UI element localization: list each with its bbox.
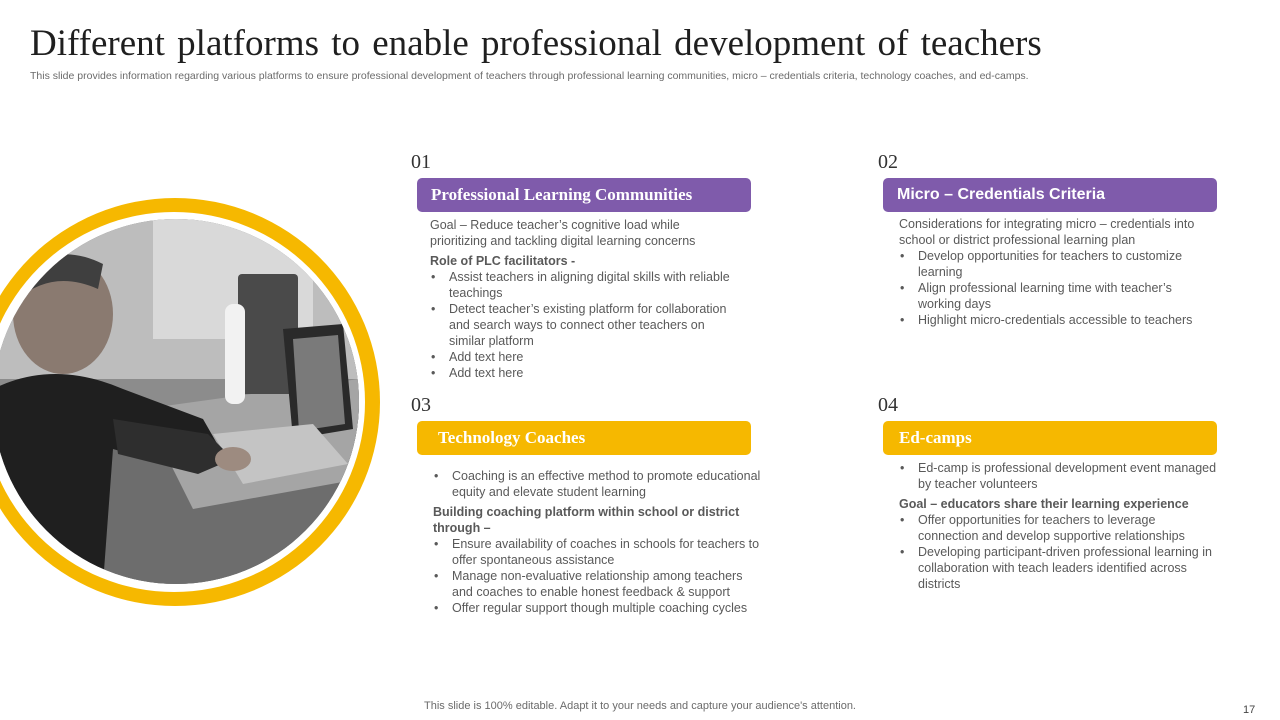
bullet-list <box>899 512 1219 592</box>
section-title-micro-credentials-criteria: Micro – Credentials Criteria <box>883 178 1217 212</box>
bullet-list-top <box>899 460 1219 492</box>
bullet-list <box>430 269 740 381</box>
bullet-list <box>433 536 763 616</box>
section-body-04 <box>899 460 1219 592</box>
section-number-03: 03 <box>411 394 431 416</box>
bullet-item: • Offer regular support though multiple coaching cycles <box>433 600 763 616</box>
bullet-item: • Developing participant-driven professional learning in collaboration with teach leaders identified across districts <box>899 544 1219 592</box>
bullet-item: • Ed-camp is professional development event managed by teacher volunteers <box>899 460 1219 492</box>
section-intro: Goal – Reduce teacher’s cognitive load while prioritizing and tackling digital learning concerns <box>430 218 696 248</box>
section-subheading: Role of PLC facilitators - <box>430 254 576 268</box>
bullet-item: • Coaching is an effective method to promote educational equity and elevate student learning <box>433 468 763 500</box>
section-title-ed-camps: Ed-camps <box>883 421 1217 455</box>
section-title-technology-coaches: Technology Coaches <box>417 421 751 455</box>
section-body-03 <box>433 468 763 616</box>
bullet-item: • Add text here <box>430 349 740 365</box>
section-body-02 <box>899 216 1199 328</box>
section-body-01 <box>430 217 740 381</box>
page-subtitle: This slide provides information regarding various platforms to ensure professional development of teachers through professional learning communities, micro – credentials criteria, technology coaches, and ed-camps. <box>30 70 1029 82</box>
section-number-02: 02 <box>878 151 898 173</box>
section-subheading: Building coaching platform within school or district through – <box>433 505 740 535</box>
bullet-list <box>899 248 1199 328</box>
teacher-photo <box>0 219 359 584</box>
bullet-item: • Offer opportunities for teachers to leverage connection and develop supportive relationships <box>899 512 1219 544</box>
bullet-item: • Detect teacher’s existing platform for collaboration and search ways to connect other teachers on similar platform <box>430 301 740 349</box>
section-subheading: Goal – educators share their learning experience <box>899 497 1189 511</box>
bullet-item: • Develop opportunities for teachers to customize learning <box>899 248 1199 280</box>
section-number-04: 04 <box>878 394 898 416</box>
bullet-item: • Add text here <box>430 365 740 381</box>
bullet-item: • Manage non-evaluative relationship among teachers and coaches to enable honest feedback & support <box>433 568 763 600</box>
bullet-item: • Highlight micro-credentials accessible to teachers <box>899 312 1199 328</box>
bullet-item: • Align professional learning time with teacher’s working days <box>899 280 1199 312</box>
footer-note: This slide is 100% editable. Adapt it to your needs and capture your audience's attention. <box>424 700 856 712</box>
bullet-item: • Assist teachers in aligning digital skills with reliable teachings <box>430 269 740 301</box>
section-title-professional-learning-communities: Professional Learning Communities <box>417 178 751 212</box>
section-number-01: 01 <box>411 151 431 173</box>
section-intro: Considerations for integrating micro – credentials into school or district professional learning plan <box>899 217 1195 247</box>
bullet-item: • Ensure availability of coaches in schools for teachers to offer spontaneous assistance <box>433 536 763 568</box>
page-title: Different platforms to enable professional development of teachers <box>30 23 1042 64</box>
bullet-list-top <box>433 468 763 500</box>
page-number: 17 <box>1243 704 1256 716</box>
